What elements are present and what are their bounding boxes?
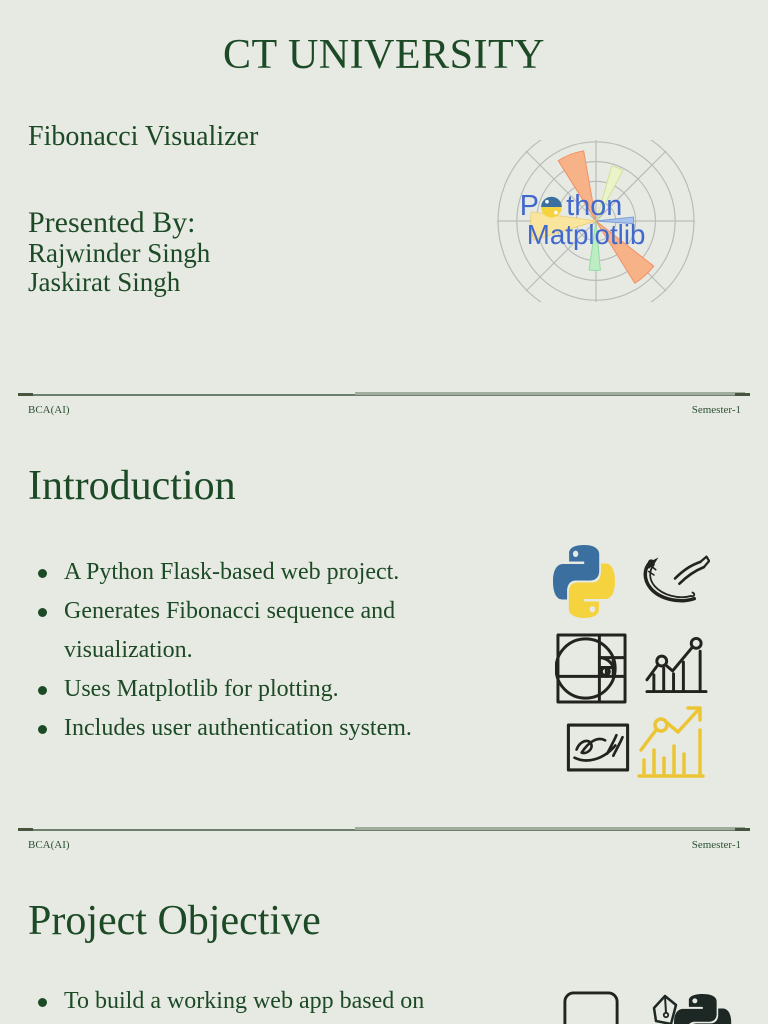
- pen-nib: [654, 996, 676, 1024]
- fibonacci-spiral-icon: [555, 632, 628, 705]
- python-ball-icon: [541, 197, 562, 218]
- introduction-heading: Introduction: [28, 463, 236, 509]
- footer-divider-accent: [355, 392, 745, 395]
- python-pen-icon: [640, 992, 732, 1024]
- footer-course-label: BCA(AI): [28, 839, 70, 851]
- bullet-item: Uses Matplotlib for plotting.: [36, 670, 488, 709]
- matplotlib-logo: [497, 140, 695, 302]
- bullet-item: To build a working web app based on: [36, 982, 488, 1021]
- footer-divider-tick-left: [18, 828, 33, 831]
- project-objective-heading: Project Objective: [28, 898, 321, 944]
- line-chart-icon: [645, 634, 708, 696]
- curves-sketch-icon: [566, 723, 630, 772]
- logo-word-python-p: P: [519, 190, 539, 223]
- footer-semester-label: Semester-1: [691, 839, 741, 851]
- footer-course-label: BCA(AI): [28, 404, 70, 416]
- presenter-name: Rajwinder Singh: [28, 238, 211, 268]
- matplotlib-polar-plot-icon: [497, 140, 695, 302]
- bullet-item: Includes user authentication system.: [36, 709, 488, 748]
- logo-word-matplotlib: Matplotlib: [526, 218, 646, 250]
- footer-divider-tick-left: [18, 393, 33, 396]
- bullet-item: A Python Flask-based web project.: [36, 553, 488, 592]
- footer-divider-accent: [355, 827, 745, 830]
- rounded-window-icon: [562, 990, 620, 1024]
- presented-by-label: Presented By:: [28, 206, 196, 239]
- footer-semester-label: Semester-1: [691, 404, 741, 416]
- growth-chart-yellow-icon: [637, 702, 707, 779]
- footer-divider-tick-right: [735, 393, 750, 396]
- university-title: CT UNIVERSITY: [223, 32, 545, 78]
- project-subtitle: Fibonacci Visualizer: [28, 121, 259, 152]
- python-logo-icon: [553, 545, 615, 618]
- flask-horn-icon: [640, 552, 710, 612]
- objective-bullet-list: [36, 982, 488, 1021]
- logo-word-python-rest: thon: [566, 190, 623, 223]
- introduction-bullet-list: [36, 553, 488, 748]
- presenter-name: Jaskirat Singh: [28, 267, 181, 297]
- bullet-item: Generates Fibonacci sequence and visualization.: [36, 592, 488, 670]
- footer-divider-tick-right: [735, 828, 750, 831]
